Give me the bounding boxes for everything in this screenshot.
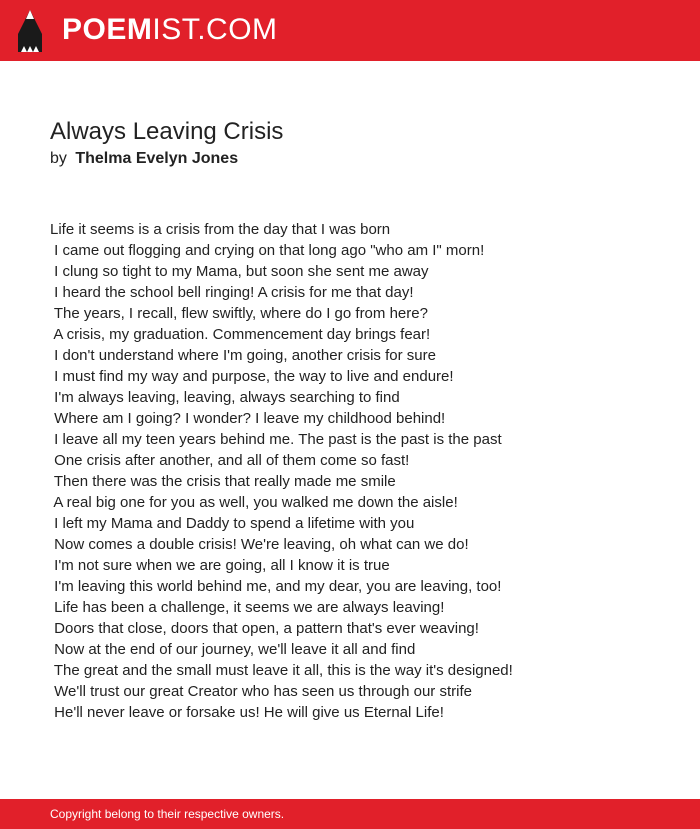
poem-line: Life it seems is a crisis from the day that I was born bbox=[50, 221, 391, 238]
poem-line: I clung so tight to my Mama, but soon she sent me away bbox=[50, 263, 429, 280]
poem-line: I'm always leaving, leaving, always searching to find bbox=[50, 389, 400, 406]
byline bbox=[50, 149, 238, 169]
poem-line: Where am I going? I wonder? I leave my childhood behind! bbox=[50, 410, 446, 427]
site-logo[interactable] bbox=[62, 12, 278, 48]
poem-line: I must find my way and purpose, the way to live and endure! bbox=[50, 368, 454, 385]
poem-line: Then there was the crisis that really made me smile bbox=[50, 473, 396, 490]
poem-line: I'm not sure when we are going, all I know it is true bbox=[50, 557, 390, 574]
poem-line: Now comes a double crisis! We're leaving, oh what can we do! bbox=[50, 536, 469, 553]
poem-line: Doors that close, doors that open, a pattern that's ever weaving! bbox=[50, 620, 479, 637]
pencil-tip-icon[interactable] bbox=[18, 10, 42, 52]
poem-body bbox=[50, 219, 670, 723]
poem-line: A real big one for you as well, you walked me down the aisle! bbox=[50, 494, 458, 511]
poem-line: I leave all my teen years behind me. The past is the past is the past bbox=[50, 431, 502, 448]
brand-bold: POEM bbox=[62, 13, 153, 46]
poem-line: The great and the small must leave it all, this is the way it's designed! bbox=[50, 662, 513, 679]
copyright-text: Copyright belong to their respective owners. bbox=[50, 807, 285, 821]
poem-line: We'll trust our great Creator who has seen us through our strife bbox=[50, 683, 472, 700]
poem-line: Now at the end of our journey, we'll leave it all and find bbox=[50, 641, 416, 658]
poem-line: The years, I recall, flew swiftly, where do I go from here? bbox=[50, 305, 428, 322]
poem-line: I don't understand where I'm going, another crisis for sure bbox=[50, 347, 436, 364]
by-label: by bbox=[50, 150, 67, 167]
site-footer bbox=[0, 799, 700, 829]
poem-line: A crisis, my graduation. Commencement day brings fear! bbox=[50, 326, 431, 343]
poem-title: Always Leaving Crisis bbox=[50, 118, 284, 145]
poem-line: I'm leaving this world behind me, and my dear, you are leaving, too! bbox=[50, 578, 502, 595]
site-header bbox=[0, 0, 700, 61]
poem-line: One crisis after another, and all of them come so fast! bbox=[50, 452, 410, 469]
brand-light: IST.COM bbox=[152, 13, 278, 46]
poem-line: I heard the school bell ringing! A crisis for me that day! bbox=[50, 284, 414, 301]
poem-line: He'll never leave or forsake us! He will give us Eternal Life! bbox=[50, 704, 444, 721]
author-name: Thelma Evelyn Jones bbox=[75, 150, 239, 167]
poem-line: I came out flogging and crying on that long ago "who am I" morn! bbox=[50, 242, 485, 259]
poem-line: I left my Mama and Daddy to spend a lifetime with you bbox=[50, 515, 415, 532]
poem-line: Life has been a challenge, it seems we are always leaving! bbox=[50, 599, 445, 616]
